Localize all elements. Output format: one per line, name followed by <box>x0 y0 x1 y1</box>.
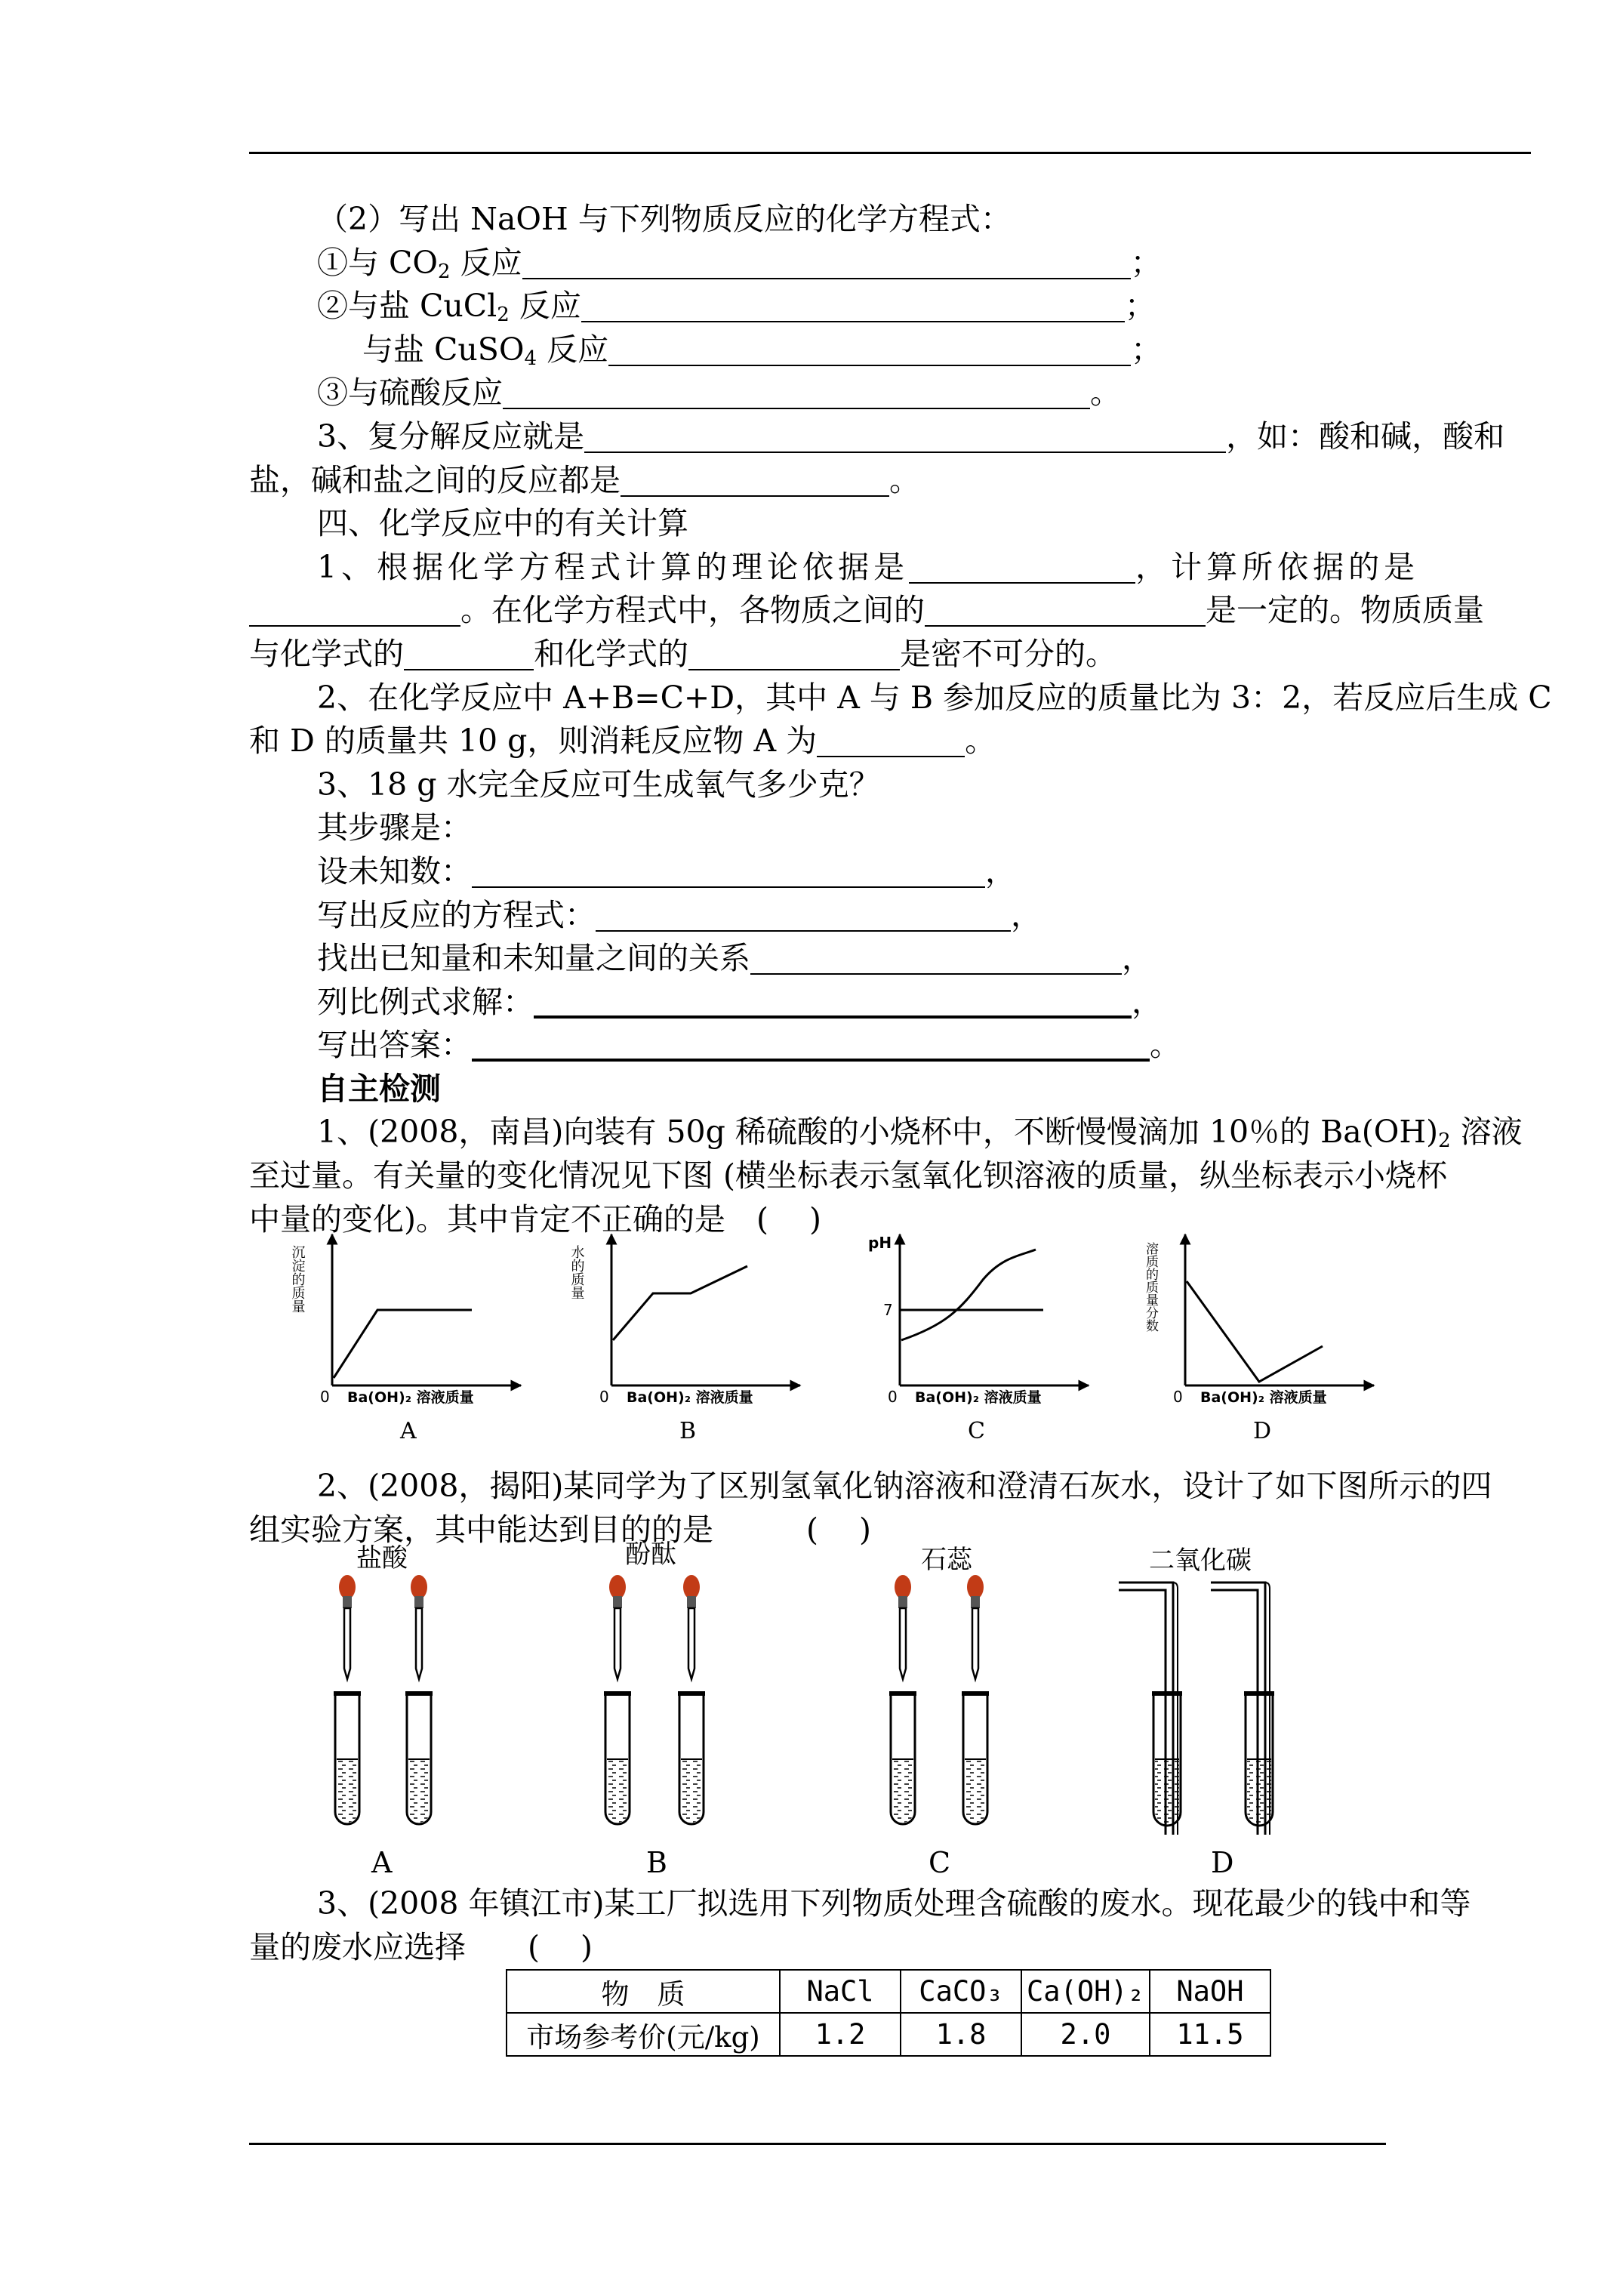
graph-c-ylabel: pH <box>868 1234 892 1252</box>
setup-c <box>889 1545 989 1879</box>
reagent-label-c: 石蕊 <box>921 1545 972 1575</box>
graph-c <box>868 1234 1089 1444</box>
s4-p2-line2: 和 D 的质量共 10 g，则消耗反应物 A 为 。 <box>249 723 996 760</box>
q2-d: ③与硫酸反应 。 <box>317 374 1121 411</box>
graph-b-origin: 0 <box>599 1388 609 1406</box>
reagent-label-a: 盐酸 <box>356 1543 408 1573</box>
graph-c-tick-7: 7 <box>883 1301 893 1319</box>
q2-a: ①与 $CO_2$ 反应 ； <box>317 244 1162 283</box>
q3-line2: 盐，碱和盐之间的反应都是 。 <box>249 461 920 498</box>
st-q3-line2: 量的废水应选择 ( ) <box>249 1928 593 1965</box>
graph-b <box>569 1234 801 1444</box>
graph-a-letter: A <box>400 1418 417 1444</box>
graph-b-curve <box>613 1266 747 1340</box>
steps-title: 其步骤是： <box>317 809 472 846</box>
answer-blank[interactable] <box>909 549 1135 584</box>
test-tube-icon <box>405 1691 433 1824</box>
graph-a-ylabel: 沉淀的质量 <box>289 1245 306 1313</box>
setup-letter-a: A <box>371 1846 393 1879</box>
step-5: 写出答案： 。 <box>317 1027 1181 1064</box>
answer-blank[interactable] <box>522 245 1131 279</box>
test-tube-figure <box>287 1540 1359 1880</box>
graph-d-curve <box>1187 1281 1323 1382</box>
table-cell: NaCl <box>780 1970 901 2013</box>
st-q1-line3: 中量的变化)。其中肯定不正确的是 ( ) <box>249 1200 822 1237</box>
dropper-icon <box>339 1575 356 1679</box>
table-cell: CaCO₃ <box>901 1970 1021 2013</box>
graph-c-curve <box>901 1250 1036 1340</box>
q2-c: 与盐 CuSO$_4$ 反应 ； <box>362 331 1163 370</box>
answer-blank[interactable] <box>472 853 985 888</box>
test-tube-icon <box>604 1691 631 1824</box>
graph-a-xlabel: Ba(OH)₂ 溶液质量 <box>347 1389 474 1406</box>
graph-a <box>290 1234 522 1444</box>
setup-letter-b: B <box>646 1846 667 1879</box>
graph-a-origin: 0 <box>320 1388 330 1406</box>
step-2: 写出反应的方程式： ， <box>317 896 1042 933</box>
table-cell: 11.5 <box>1150 2013 1270 2056</box>
section4-title: 四、化学反应中的有关计算 <box>317 505 688 542</box>
dropper-icon <box>895 1575 911 1679</box>
dropper-icon <box>411 1575 427 1679</box>
answer-blank[interactable] <box>608 331 1131 366</box>
answer-blank[interactable] <box>581 288 1125 322</box>
answer-blank[interactable] <box>534 982 1132 1019</box>
s4-p1-line2: 。在化学方程式中，各物质之间的 是一定的。物质质量 <box>249 589 1532 633</box>
graph-d-ylabel: 溶质的质量分数 <box>1143 1242 1158 1332</box>
graph-d-letter: D <box>1253 1418 1272 1444</box>
st-q1-line2: 至过量。有关量的变化情况见下图 (横坐标表示氢氧化钡溶液的质量，纵坐标表示小烧杯 <box>249 1157 1448 1194</box>
graph-a-curve <box>334 1310 472 1378</box>
graph-b-letter: B <box>679 1418 697 1444</box>
answer-blank[interactable] <box>750 940 1122 975</box>
header-rule <box>249 152 1531 154</box>
st-q3-line1: 3、(2008 年镇江市)某工厂拟选用下列物质处理含硫酸的废水。现花最少的钱中和等 <box>317 1885 1471 1922</box>
setup-a <box>334 1543 433 1879</box>
q2-intro: （2）写出 NaOH 与下列物质反应的化学方程式： <box>317 201 1012 237</box>
s4-p3-title: 3、18 g 水完全反应可生成氧气多少克？ <box>317 766 880 803</box>
graph-d-origin: 0 <box>1173 1388 1183 1406</box>
test-tube-icon <box>889 1691 916 1824</box>
table-cell: 1.8 <box>901 2013 1021 2056</box>
price-table <box>506 1969 1271 2057</box>
answer-blank[interactable] <box>817 723 965 757</box>
test-tube-icon <box>962 1691 989 1824</box>
s4-p1-line1: 1、根据化学方程式计算的理论依据是 ，计算所依据的是 <box>317 548 1420 585</box>
answer-blank[interactable] <box>503 374 1090 409</box>
answer-blank[interactable] <box>249 592 460 627</box>
graph-c-origin: 0 <box>888 1388 898 1406</box>
st-q1-line1: 1、(2008，南昌)向装有 50g 稀硫酸的小烧杯中，不断慢慢滴加 10％的 $Ba(OH)_2$ 溶液 <box>317 1114 1523 1153</box>
table-cell: 物 质 <box>507 1970 780 2013</box>
footer-rule <box>249 2143 1386 2145</box>
table-cell: 1.2 <box>780 2013 901 2056</box>
answer-blank[interactable] <box>621 462 889 497</box>
graphs-figure <box>289 1227 1397 1461</box>
setup-d <box>1119 1546 1274 1879</box>
answer-blank[interactable] <box>404 636 534 670</box>
graph-b-xlabel: Ba(OH)₂ 溶液质量 <box>627 1389 753 1406</box>
dropper-icon <box>683 1575 700 1679</box>
gas-delivery-tube-icon <box>1211 1583 1274 1835</box>
table-cell: 市场参考价(元/kg) <box>507 2013 780 2056</box>
test-tube-icon <box>678 1691 705 1824</box>
dropper-icon <box>609 1575 626 1679</box>
gas-delivery-tube-icon <box>1119 1583 1182 1835</box>
table-row <box>507 2013 1270 2056</box>
st-q2-line1: 2、(2008，揭阳)某同学为了区别氢氧化钠溶液和澄清石灰水，设计了如下图所示的四 <box>317 1468 1492 1504</box>
table-header-row <box>507 1970 1270 2013</box>
q3-line1: 3、复分解反应就是 ，如：酸和碱，酸和 <box>317 418 1505 455</box>
graph-d <box>1143 1234 1374 1444</box>
table-cell: Ca(OH)₂ <box>1021 1970 1150 2013</box>
q2-b: ②与盐 CuCl$_2$ 反应 ； <box>317 288 1156 327</box>
reagent-label-b: 酚酞 <box>625 1539 676 1570</box>
s4-p1-line3: 与化学式的 和化学式的 是密不可分的。 <box>249 635 1116 672</box>
dropper-icon <box>967 1575 984 1679</box>
st-q2-line2: 组实验方案，其中能达到目的的是 ( ) <box>249 1511 872 1548</box>
step-4: 列比例式求解： ， <box>317 983 1163 1020</box>
answer-blank[interactable] <box>472 1025 1150 1062</box>
s4-p2-line1: 2、在化学反应中 A+B=C+D，其中 A 与 B 参加反应的质量比为 3：2，若反应后生成 C <box>317 679 1552 716</box>
selftest-title: 自主检测 <box>317 1070 441 1107</box>
table-cell: 2.0 <box>1021 2013 1150 2056</box>
reagent-label-d: 二氧化碳 <box>1149 1546 1252 1576</box>
setup-letter-c: C <box>929 1846 951 1879</box>
answer-blank[interactable] <box>688 636 900 670</box>
graph-b-ylabel: 水的质量 <box>568 1245 585 1299</box>
setup-letter-d: D <box>1211 1846 1234 1879</box>
graph-c-letter: C <box>968 1418 985 1444</box>
answer-blank[interactable] <box>584 418 1226 453</box>
answer-blank[interactable] <box>596 897 1011 932</box>
graph-d-xlabel: Ba(OH)₂ 溶液质量 <box>1200 1389 1327 1406</box>
answer-blank[interactable] <box>925 592 1206 627</box>
table-cell: NaOH <box>1150 1970 1270 2013</box>
graph-c-xlabel: Ba(OH)₂ 溶液质量 <box>915 1389 1042 1406</box>
test-tube-icon <box>334 1691 361 1824</box>
step-3: 找出已知量和未知量之间的关系 ， <box>317 940 1153 977</box>
step-1: 设未知数： ， <box>317 852 1016 889</box>
setup-b <box>604 1539 705 1879</box>
